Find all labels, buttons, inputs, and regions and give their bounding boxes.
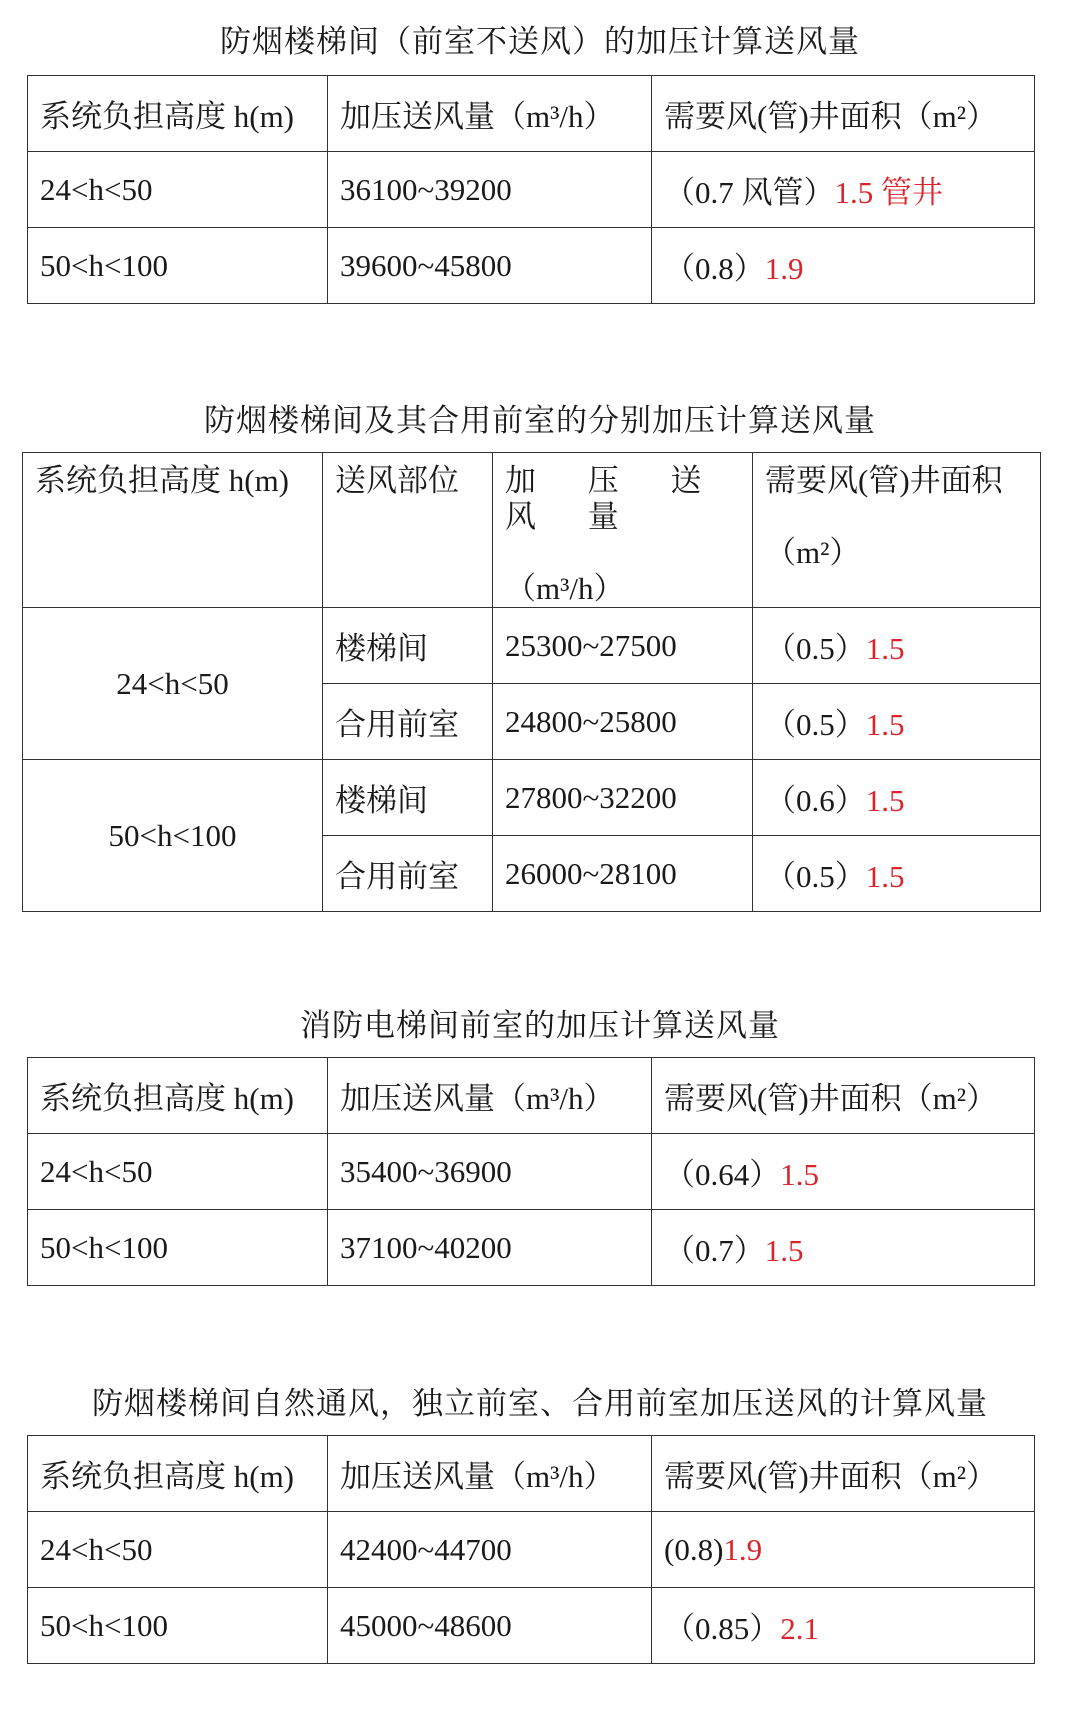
cell-flow: 27800~32200 (493, 760, 753, 836)
header-height: 系统负担高度 h(m) (28, 1058, 328, 1134)
cell-flow: 42400~44700 (328, 1512, 652, 1588)
cell-flow: 24800~25800 (493, 684, 753, 760)
cell-area (652, 1210, 1035, 1286)
table-4-title: 防烟楼梯间自然通风，独立前室、合用前室加压送风的计算风量 (92, 1386, 988, 1422)
cell-flow: 39600~45800 (328, 228, 652, 304)
table-row (28, 1512, 1035, 1588)
area-shaft: 1.9 (723, 1531, 763, 1567)
area-duct: （0.5） (765, 631, 866, 666)
table-2-title: 防烟楼梯间及其合用前室的分别加压计算送风量 (204, 403, 876, 439)
cell-flow: 45000~48600 (328, 1588, 652, 1664)
header-height: 系统负担高度 h(m) (28, 76, 328, 152)
header-area-line2: （m²） (765, 535, 861, 570)
header-flow: 加压送风量（m³/h） (328, 76, 652, 152)
area-shaft: 1.5 (865, 783, 905, 818)
header-height: 系统负担高度 h(m) (23, 453, 323, 608)
cell-area (753, 760, 1041, 836)
area-shaft: 1.5 (764, 1233, 804, 1268)
area-shaft: 1.5 (865, 631, 905, 666)
cell-area (753, 836, 1041, 912)
cell-flow: 37100~40200 (328, 1210, 652, 1286)
table-1 (27, 75, 1035, 304)
table-2 (22, 452, 1041, 912)
area-duct: （0.5） (765, 859, 866, 894)
area-shaft: 2.1 (780, 1611, 819, 1646)
cell-part: 合用前室 (323, 684, 493, 760)
cell-height: 50<h<100 (28, 1588, 328, 1664)
table-header-row (28, 1058, 1035, 1134)
cell-part: 楼梯间 (323, 760, 493, 836)
cell-area (652, 1588, 1035, 1664)
area-duct: （0.85） (664, 1611, 781, 1646)
table-row (28, 1210, 1035, 1286)
cell-flow: 35400~36900 (328, 1134, 652, 1210)
table-4 (27, 1435, 1035, 1664)
header-height: 系统负担高度 h(m) (28, 1436, 328, 1512)
area-duct: （0.6） (765, 783, 866, 818)
table-3-title: 消防电梯间前室的加压计算送风量 (300, 1008, 780, 1044)
cell-area (652, 1134, 1035, 1210)
area-shaft: 1.5 (865, 707, 905, 742)
header-flow: 加压送风量（m³/h） (328, 1058, 652, 1134)
cell-flow: 25300~27500 (493, 608, 753, 684)
header-area-line1: 需要风(管)井面积 (765, 463, 1003, 498)
table-header-row (23, 453, 1041, 608)
cell-area (652, 1512, 1035, 1588)
header-flow-line1: 加 压 送 风 量 (505, 463, 724, 534)
cell-area (652, 228, 1035, 304)
area-duct: （0.7 风管） (664, 175, 835, 210)
cell-height: 50<h<100 (28, 228, 328, 304)
table-row (28, 152, 1035, 228)
header-area (753, 453, 1041, 608)
area-duct: （0.8） (664, 251, 765, 286)
cell-height: 50<h<100 (23, 760, 323, 912)
table-header-row (28, 76, 1035, 152)
cell-area (753, 608, 1041, 684)
header-part: 送风部位 (323, 453, 493, 608)
cell-height: 24<h<50 (28, 1134, 328, 1210)
area-shaft: 1.5 管井 (834, 175, 943, 210)
table-row (28, 1588, 1035, 1664)
table-3 (27, 1057, 1035, 1286)
area-duct: （0.64） (664, 1157, 781, 1192)
area-duct: (0.8) (664, 1531, 724, 1567)
area-shaft: 1.5 (865, 859, 905, 894)
header-flow (493, 453, 753, 608)
cell-area (753, 684, 1041, 760)
cell-height: 24<h<50 (23, 608, 323, 760)
cell-part: 合用前室 (323, 836, 493, 912)
header-area: 需要风(管)井面积（m²） (652, 1058, 1035, 1134)
cell-flow: 36100~39200 (328, 152, 652, 228)
area-duct: （0.5） (765, 707, 866, 742)
table-header-row (28, 1436, 1035, 1512)
table-row (23, 760, 1041, 836)
area-shaft: 1.9 (764, 251, 804, 286)
header-flow: 加压送风量（m³/h） (328, 1436, 652, 1512)
cell-height: 50<h<100 (28, 1210, 328, 1286)
cell-flow: 26000~28100 (493, 836, 753, 912)
cell-area (652, 152, 1035, 228)
header-flow-line2: （m³/h） (505, 571, 625, 606)
table-1-title: 防烟楼梯间（前室不送风）的加压计算送风量 (220, 24, 860, 60)
table-row (28, 1134, 1035, 1210)
cell-height: 24<h<50 (28, 152, 328, 228)
area-duct: （0.7） (664, 1233, 765, 1268)
area-shaft: 1.5 (780, 1157, 819, 1192)
cell-height: 24<h<50 (28, 1512, 328, 1588)
cell-part: 楼梯间 (323, 608, 493, 684)
table-row (23, 608, 1041, 684)
header-area: 需要风(管)井面积（m²） (652, 1436, 1035, 1512)
header-area: 需要风(管)井面积（m²） (652, 76, 1035, 152)
table-row (28, 228, 1035, 304)
